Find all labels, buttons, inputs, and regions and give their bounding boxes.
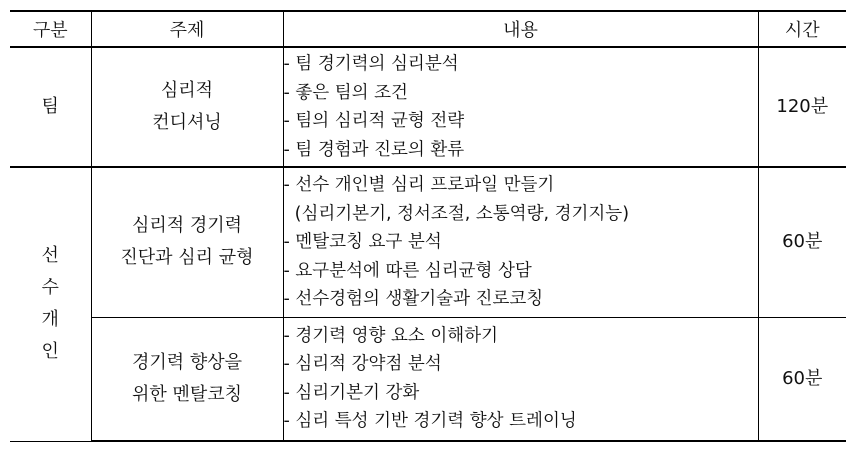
content-item: - 심리기본기 강화 xyxy=(283,382,420,403)
content-item: - 팀의 심리적 균형 전략 xyxy=(283,111,465,131)
topic-line: 컨디셔닝 xyxy=(152,112,222,133)
category-cell: 팀 xyxy=(10,47,91,167)
content-item: - 심리적 강약점 분석 xyxy=(283,354,442,375)
content-item: - 좋은 팀의 조건 xyxy=(283,82,408,103)
content-list xyxy=(284,171,758,314)
topic-cell xyxy=(91,47,283,167)
content-item: - 요구분석에 따른 심리균형 상담 xyxy=(283,260,532,281)
topic-cell xyxy=(91,167,283,317)
content-list xyxy=(284,322,758,436)
header-category: 구분 xyxy=(10,11,91,47)
topic-line: 진단과 심리 균형 xyxy=(120,247,254,269)
header-row xyxy=(10,11,846,47)
category-char: 선 xyxy=(41,245,59,267)
content-item: - 선수 개인별 심리 프로파일 만들기 xyxy=(283,175,555,195)
content-item: - 경기력 영향 요소 이해하기 xyxy=(283,325,499,346)
topic-line: 심리적 경기력 xyxy=(131,215,243,237)
header-time: 시간 xyxy=(758,11,846,47)
topic-line: 심리적 xyxy=(160,80,214,101)
content-item: - 심리 특성 기반 경기력 향상 트레이닝 xyxy=(283,411,577,432)
topic-line: 경기력 향상을 xyxy=(131,351,243,373)
time-cell: 60분 xyxy=(758,317,846,441)
content-item: (심리기본기, 정서조절, 소통역량, 경기지능) xyxy=(283,203,630,224)
content-item: - 선수경험의 생활기술과 진로코칭 xyxy=(283,289,544,309)
topic-line: 위한 멘탈코칭 xyxy=(131,383,243,405)
category-char: 개 xyxy=(41,309,59,331)
category-char: 인 xyxy=(41,341,59,363)
category-char: 수 xyxy=(41,277,59,299)
category-cell xyxy=(10,167,91,441)
program-table xyxy=(10,10,846,442)
content-item: - 팀 경험과 진로의 환류 xyxy=(283,139,465,160)
table-row xyxy=(10,167,846,317)
content-item: - 멘탈코칭 요구 분석 xyxy=(283,232,442,252)
header-content: 내용 xyxy=(283,11,758,47)
time-cell: 120분 xyxy=(758,47,846,167)
time-cell: 60분 xyxy=(758,167,846,317)
content-cell xyxy=(283,47,758,167)
content-cell xyxy=(283,167,758,317)
table-row xyxy=(10,47,846,167)
content-item: - 팀 경기력의 심리분석 xyxy=(283,54,459,74)
topic-cell xyxy=(91,317,283,441)
header-topic: 주제 xyxy=(91,11,283,47)
content-list xyxy=(284,50,758,164)
content-cell xyxy=(283,317,758,441)
table-row xyxy=(10,317,846,441)
category-vertical-text xyxy=(42,240,59,368)
